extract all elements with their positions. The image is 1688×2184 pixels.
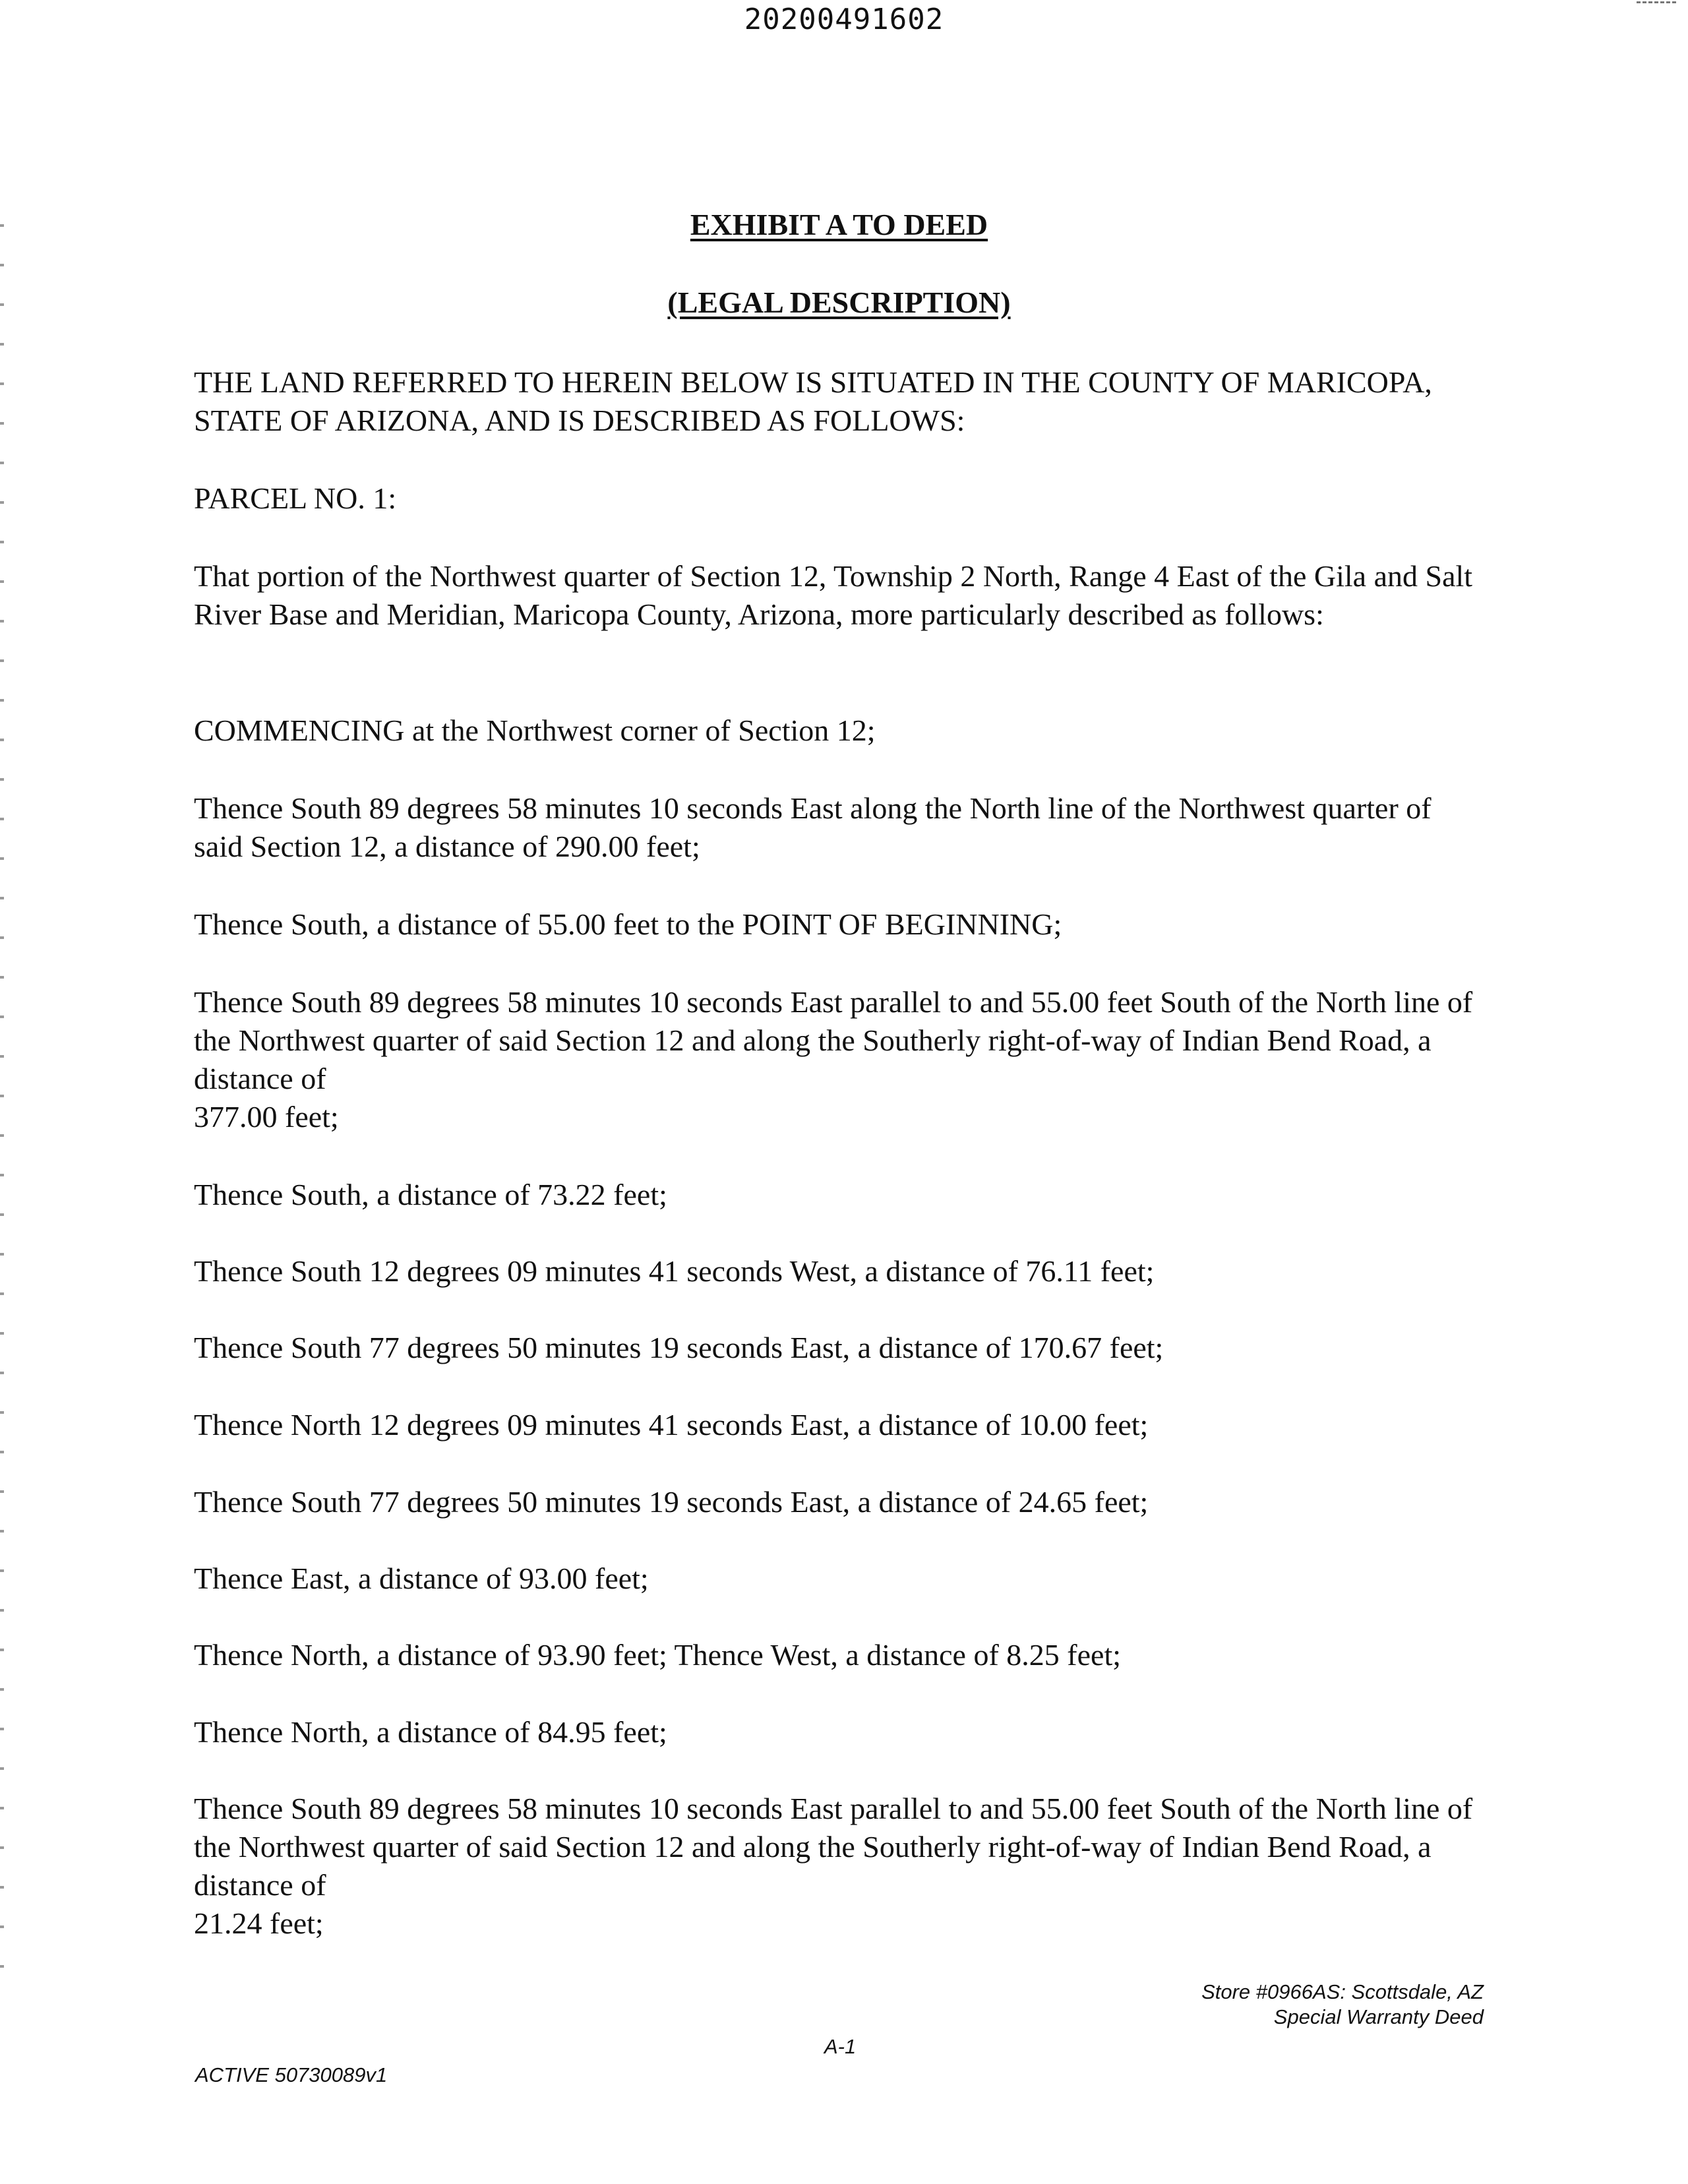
- legal-paragraph: COMMENCING at the Northwest corner of Section 12;: [194, 713, 876, 747]
- legal-paragraph: That portion of the Northwest quarter of Section 12, Township 2 North, Range 4 East of the Gila and Salt River Base and Meridian, Maricopa County, Arizona, more particularly described as follows:: [194, 559, 1473, 631]
- legal-paragraph: Thence South 89 degrees 58 minutes 10 seconds East along the North line of the Northwest quarter of said Section 12, a distance of 290.00 feet;: [194, 791, 1432, 863]
- legal-paragraph-distance: 377.00 feet;: [194, 1100, 339, 1134]
- legal-paragraph: Thence North, a distance of 84.95 feet;: [194, 1715, 667, 1749]
- scan-edge-marks: [0, 224, 4, 2005]
- legal-paragraph: Thence South 89 degrees 58 minutes 10 seconds East parallel to and 55.00 feet South of the North line of the Northwest quarter of said Section 12 and along the Southerly right-of-way of Indian Bend Road, a distance of: [194, 985, 1473, 1095]
- legal-paragraph: Thence North, a distance of 93.90 feet; Thence West, a distance of 8.25 feet;: [194, 1638, 1122, 1672]
- intro-paragraph: THE LAND REFERRED TO HEREIN BELOW IS SITUATED IN THE COUNTY OF MARICOPA, STATE OF ARIZONA, AND IS DESCRIBED AS FOLLOWS:: [194, 365, 1432, 437]
- document-id: ACTIVE 50730089v1: [195, 2063, 388, 2086]
- page-number: A-1: [824, 2035, 857, 2058]
- legal-paragraph: Thence South, a distance of 73.22 feet;: [194, 1178, 667, 1211]
- legal-paragraph: Thence South 77 degrees 50 minutes 19 seconds East, a distance of 24.65 feet;: [194, 1485, 1149, 1519]
- store-line: Store #0966AS: Scottsdale, AZ: [1201, 1980, 1484, 2003]
- footer-store-block: [1201, 1980, 1484, 2030]
- deed-type: Special Warranty Deed: [1273, 2005, 1484, 2028]
- legal-paragraph: Thence South 77 degrees 50 minutes 19 seconds East, a distance of 170.67 feet;: [194, 1331, 1164, 1364]
- parcel-label: PARCEL NO. 1:: [194, 481, 397, 515]
- legal-paragraph: Thence East, a distance of 93.00 feet;: [194, 1562, 649, 1595]
- legal-paragraph-distance: 21.24 feet;: [194, 1906, 324, 1940]
- legal-description-subtitle: (LEGAL DESCRIPTION): [667, 286, 1011, 319]
- legal-paragraph: Thence South, a distance of 55.00 feet to the POINT OF BEGINNING;: [194, 907, 1062, 941]
- legal-paragraph: Thence South 89 degrees 58 minutes 10 seconds East parallel to and 55.00 feet South of the North line of the Northwest quarter of said Section 12 and along the Southerly right-of-way of Indian Bend Road, a distance of: [194, 1792, 1473, 1902]
- corner-scan-mark: [1637, 1, 1676, 3]
- legal-paragraph: Thence South 12 degrees 09 minutes 41 seconds West, a distance of 76.11 feet;: [194, 1254, 1155, 1288]
- record-number: 20200491602: [744, 3, 944, 36]
- exhibit-title: EXHIBIT A TO DEED: [690, 208, 988, 241]
- legal-paragraph: Thence North 12 degrees 09 minutes 41 seconds East, a distance of 10.00 feet;: [194, 1408, 1149, 1441]
